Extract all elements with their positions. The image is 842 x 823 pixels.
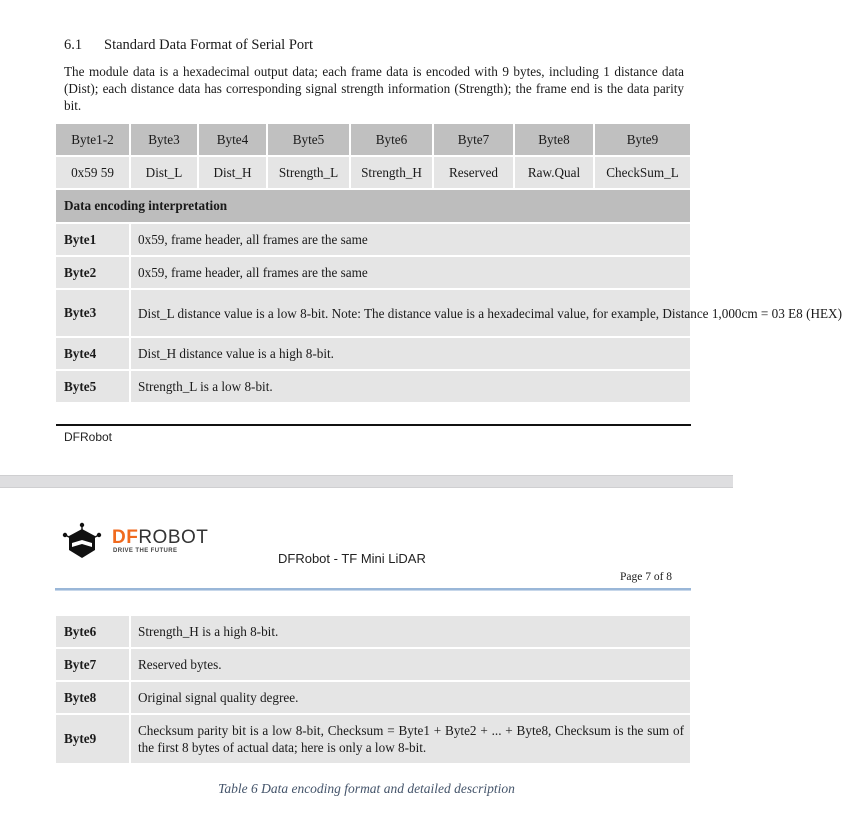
header-cell: Byte1-2 bbox=[56, 124, 129, 155]
table-row bbox=[56, 224, 690, 255]
value-cell: Raw.Qual bbox=[515, 157, 593, 188]
value-cell: Strength_H bbox=[351, 157, 432, 188]
byte-description: Reserved bytes. bbox=[131, 649, 690, 680]
interpretation-header-row bbox=[56, 190, 690, 222]
logo-accent-text: DF bbox=[112, 527, 139, 548]
header-cell: Byte7 bbox=[434, 124, 513, 155]
table-row bbox=[56, 290, 690, 336]
logo-main-text: ROBOT bbox=[138, 527, 209, 548]
byte-header-row bbox=[56, 124, 690, 155]
section-title: Standard Data Format of Serial Port bbox=[104, 37, 313, 53]
table-row bbox=[56, 257, 690, 288]
table-row bbox=[56, 338, 690, 369]
header-cell: Byte4 bbox=[199, 124, 266, 155]
header-cell: Byte9 bbox=[595, 124, 690, 155]
byte-description: Dist_H distance value is a high 8-bit. bbox=[131, 338, 690, 369]
table-row bbox=[56, 371, 690, 402]
section-number: 6.1 bbox=[64, 37, 83, 53]
value-cell: Strength_L bbox=[268, 157, 349, 188]
header-cell: Byte3 bbox=[131, 124, 197, 155]
byte-description: Dist_L distance value is a low 8-bit. Note: The distance value is a hexadecimal value, for example, Distance 1,000cm = 03 E8 (HEX) bbox=[131, 290, 690, 336]
section-heading bbox=[64, 37, 313, 54]
value-cell: CheckSum_L bbox=[595, 157, 690, 188]
logo-tagline: DRIVE THE FUTURE bbox=[113, 548, 178, 554]
header-cell: Byte5 bbox=[268, 124, 349, 155]
value-cell: Dist_H bbox=[199, 157, 266, 188]
byte-label: Byte2 bbox=[56, 257, 129, 288]
table-row bbox=[56, 715, 690, 763]
byte-label: Byte4 bbox=[56, 338, 129, 369]
footer-brand: DFRobot bbox=[64, 430, 113, 444]
interpretation-header: Data encoding interpretation bbox=[56, 190, 690, 222]
table-row bbox=[56, 649, 690, 680]
frame-format-table bbox=[54, 122, 842, 404]
table-row bbox=[56, 616, 690, 647]
byte-description: Strength_H is a high 8-bit. bbox=[131, 616, 690, 647]
value-cell: Reserved bbox=[434, 157, 513, 188]
value-cell: Dist_L bbox=[131, 157, 197, 188]
byte-label: Byte9 bbox=[56, 715, 129, 763]
header-cell: Byte6 bbox=[351, 124, 432, 155]
table-caption: Table 6 Data encoding format and detailed description bbox=[218, 781, 515, 796]
byte-description: Strength_L is a low 8-bit. bbox=[131, 371, 690, 402]
header-title: DFRobot - TF Mini LiDAR bbox=[278, 551, 426, 566]
footer-rule bbox=[56, 424, 691, 426]
byte-description: 0x59, frame header, all frames are the same bbox=[131, 224, 690, 255]
byte-label: Byte3 bbox=[56, 290, 129, 336]
header-cell: Byte8 bbox=[515, 124, 593, 155]
frame-format-table-continued bbox=[54, 614, 692, 765]
intro-paragraph: The module data is a hexadecimal output data; each frame data is encoded with 9 bytes, including 1 distance data (Dist); each distance data has corresponding signal strength information (Strength); the frame end is the data parity bit. bbox=[64, 64, 684, 113]
byte-label: Byte6 bbox=[56, 616, 129, 647]
byte-label: Byte1 bbox=[56, 224, 129, 255]
byte-description: Checksum parity bit is a low 8-bit, Checksum = Byte1 + Byte2 + ... + Byte8, Checksum is the sum of the first 8 bytes of actual data; here is only a low 8-bit. bbox=[131, 715, 690, 763]
byte-description: Original signal quality degree. bbox=[131, 682, 690, 713]
value-cell: 0x59 59 bbox=[56, 157, 129, 188]
byte-label: Byte5 bbox=[56, 371, 129, 402]
logo-wordmark bbox=[112, 528, 208, 547]
byte-label: Byte8 bbox=[56, 682, 129, 713]
byte-description: 0x59, frame header, all frames are the same bbox=[131, 257, 690, 288]
page-separator bbox=[0, 475, 733, 488]
byte-value-row bbox=[56, 157, 690, 188]
page-number: Page 7 of 8 bbox=[620, 571, 673, 583]
table-row bbox=[56, 682, 690, 713]
header-rule bbox=[55, 588, 691, 591]
byte-label: Byte7 bbox=[56, 649, 129, 680]
